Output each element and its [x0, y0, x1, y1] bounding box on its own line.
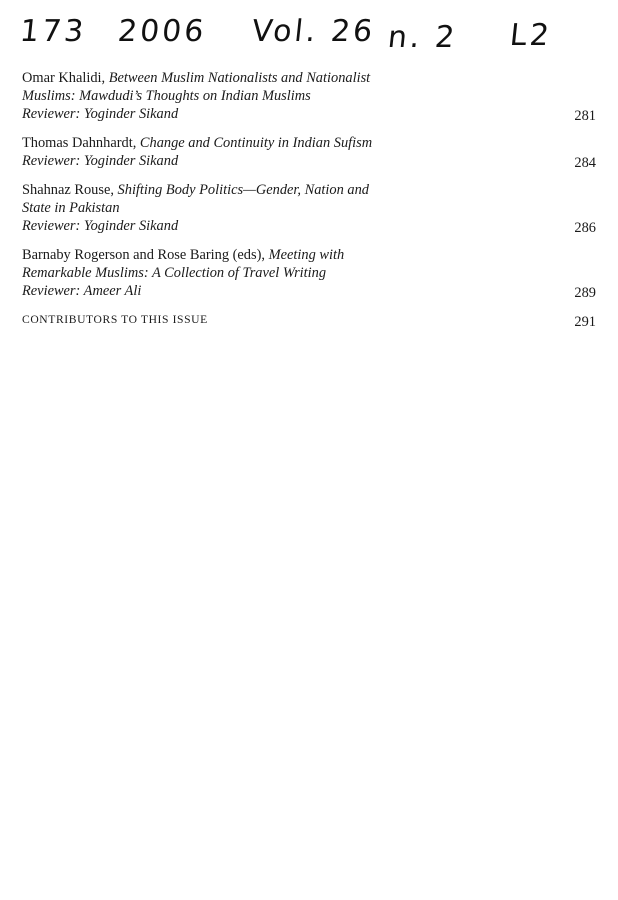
contributors-entry: [22, 311, 596, 329]
entry-author: Omar Khalidi,: [22, 70, 106, 86]
entry-reviewer: Reviewer: Ameer Ali: [22, 283, 142, 299]
entry-author: Barnaby Rogerson and Rose Baring (eds),: [22, 247, 265, 263]
entry-title-continued: Remarkable Muslims: A Collection of Travel Writing: [22, 265, 327, 281]
entry-reviewer: Reviewer: Yoginder Sikand: [22, 106, 179, 122]
entry-author: Shahnaz Rouse,: [22, 182, 114, 198]
entry-reviewer: Reviewer: Yoginder Sikand: [22, 218, 179, 234]
toc-entry: [22, 69, 596, 123]
handwritten-code: L2: [508, 18, 554, 53]
entry-reviewer: Reviewer: Yoginder Sikand: [22, 153, 179, 169]
table-of-contents: [22, 69, 596, 340]
entry-title-continued: Muslims: Mawdudi’s Thoughts on Indian Muslims: [22, 88, 311, 104]
entry-title: Shifting Body Politics—Gender, Nation and: [117, 182, 369, 198]
contributors-label: CONTRIBUTORS TO THIS ISSUE: [22, 313, 208, 326]
entry-author: Thomas Dahnhardt,: [22, 135, 137, 151]
entry-page-number: 284: [574, 155, 596, 171]
toc-entry: [22, 181, 596, 235]
entry-title: Meeting with: [268, 247, 345, 263]
entry-title: Change and Continuity in Indian Sufism: [139, 135, 373, 151]
entry-page-number: 289: [574, 285, 596, 301]
handwritten-issue: n. 2: [386, 20, 460, 55]
entry-line: [22, 246, 596, 264]
handwritten-annotation: [20, 14, 600, 60]
entry-title: Between Muslim Nationalists and Nationalist: [108, 70, 371, 86]
contributors-page-number: 291: [574, 314, 596, 330]
toc-entry: [22, 134, 596, 170]
handwritten-volume: Vol. 26: [250, 14, 377, 49]
entry-page-number: 286: [574, 220, 596, 236]
entry-page-number: 281: [574, 108, 596, 124]
entry-title-continued: State in Pakistan: [22, 200, 120, 216]
toc-entry: [22, 246, 596, 300]
handwritten-number: 173: [18, 14, 89, 49]
entry-line: [22, 69, 596, 87]
entry-line: [22, 134, 596, 152]
entry-line: [22, 181, 596, 199]
handwritten-year: 2006: [116, 14, 209, 49]
